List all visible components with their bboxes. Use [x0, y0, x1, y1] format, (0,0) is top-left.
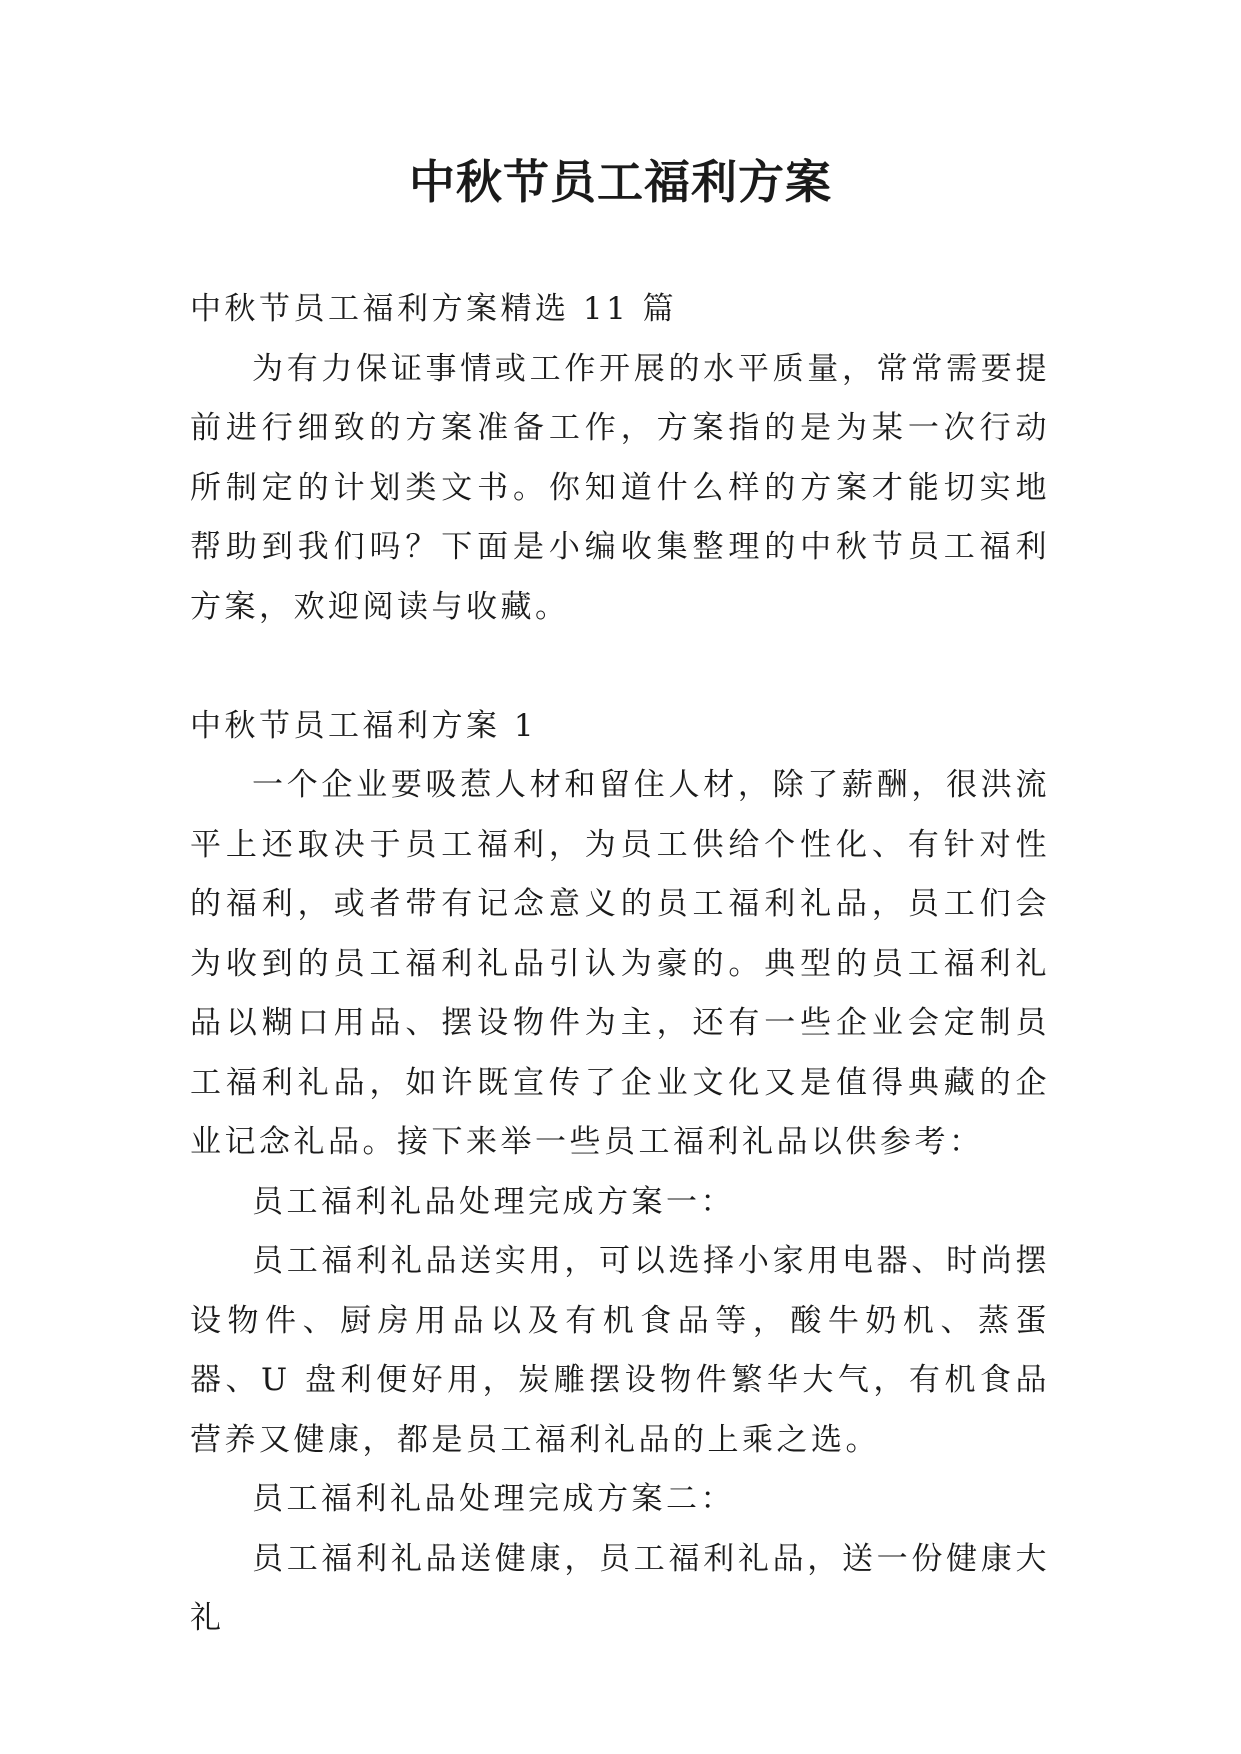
body-paragraph: 员工福利礼品送健康，员工福利礼品，送一份健康大礼 [190, 1540, 1050, 1636]
intro-heading: 中秋节员工福利方案精选 11 篇 [190, 291, 678, 327]
plan-heading: 员工福利礼品处理完成方案二： [252, 1481, 735, 1517]
document-body [190, 280, 1050, 1649]
document-title: 中秋节员工福利方案 [409, 155, 832, 209]
section-gap [190, 637, 1050, 697]
section-heading: 中秋节员工福利方案 1 [190, 707, 538, 744]
plan-heading: 员工福利礼品处理完成方案一： [252, 1183, 735, 1220]
body-paragraph: 员工福利礼品送实用，可以选择小家用电器、时尚摆设物件、厨房用品以及有机食品等，酸牛奶机、蒸蛋器、U 盘利便好用，炭雕摆设物件繁华大气，有机食品营养又健康，都是员工福利礼品的上乘之选。 [190, 1243, 1050, 1458]
intro-paragraph: 为有力保证事情或工作开展的水平质量，常常需要提前进行细致的方案准备工作，方案指的是为某一次行动所制定的计划类文书。你知道什么样的方案才能切实地帮助到我们吗？下面是小编收集整理的中秋节员工福利方案，欢迎阅读与收藏。 [190, 350, 1050, 625]
body-paragraph: 一个企业要吸惹人材和留住人材，除了薪酬，很洪流平上还取决于员工福利，为员工供给个性化、有针对性的福利，或者带有记念意义的员工福利礼品，员工们会为收到的员工福利礼品引认为豪的。典型的员工福利礼品以糊口用品、摆设物件为主，还有一些企业会定制员工福利礼品，如许既宣传了企业文化又是值得典藏的企业记念礼品。接下来举一些员工福利礼品以供参考： [190, 767, 1050, 1160]
